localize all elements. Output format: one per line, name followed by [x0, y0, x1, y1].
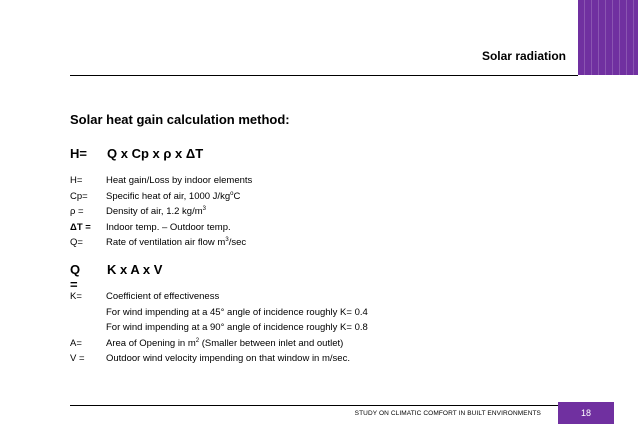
definition-term: K= — [70, 291, 82, 302]
definition-term: H= — [70, 175, 83, 186]
formula-lhs: Q = — [70, 262, 81, 292]
definition-term: ΔT = — [70, 221, 91, 233]
definition-term: Q= — [70, 237, 83, 248]
definition-desc: Area of Opening in $m^2$ (Smaller between inlet and outlet) — [106, 337, 344, 349]
definition-desc: Coefficient of effectiveness — [106, 291, 220, 302]
header-title: Solar radiation — [481, 49, 566, 63]
definition-term: ρ = — [70, 206, 84, 217]
definition-desc: Heat gain/Loss by indoor elements — [106, 175, 253, 186]
definition-desc: Specific heat of air, 1000 $J/kg^oC$ — [106, 190, 241, 202]
definition-term: A= — [70, 337, 82, 349]
definition-desc: Indoor temp. – Outdoor temp. — [106, 221, 231, 233]
definition-desc: Density of air, 1.2 $kg/m^3$ — [106, 205, 206, 217]
footer-text: STUDY ON CLIMATIC COMFORT IN BUILT ENVIRONMENTS — [354, 410, 541, 417]
bottom-rule — [70, 405, 578, 406]
page-number: 18 — [580, 408, 591, 418]
definition-note: For wind impending at a 90° angle of incidence roughly K= 0.8 — [106, 322, 368, 333]
section-title: Solar heat gain calculation method: — [70, 112, 290, 127]
formula-lhs: H= — [70, 146, 87, 161]
definition-desc: Rate of ventilation air flow $m^3/\sec$ — [106, 236, 247, 248]
definition-term: Cp= — [70, 190, 88, 202]
formula-rhs: Q x Cp x ρ x ΔT — [107, 146, 204, 161]
accent-stripes — [578, 0, 638, 75]
definition-term: V = — [70, 353, 85, 364]
formula-rhs: K x A x V — [107, 262, 163, 277]
definition-desc: Outdoor wind velocity impending on that window in m/sec. — [106, 353, 350, 364]
top-rule — [70, 75, 578, 76]
definition-note: For wind impending at a 45° angle of incidence roughly K= 0.4 — [106, 306, 368, 318]
